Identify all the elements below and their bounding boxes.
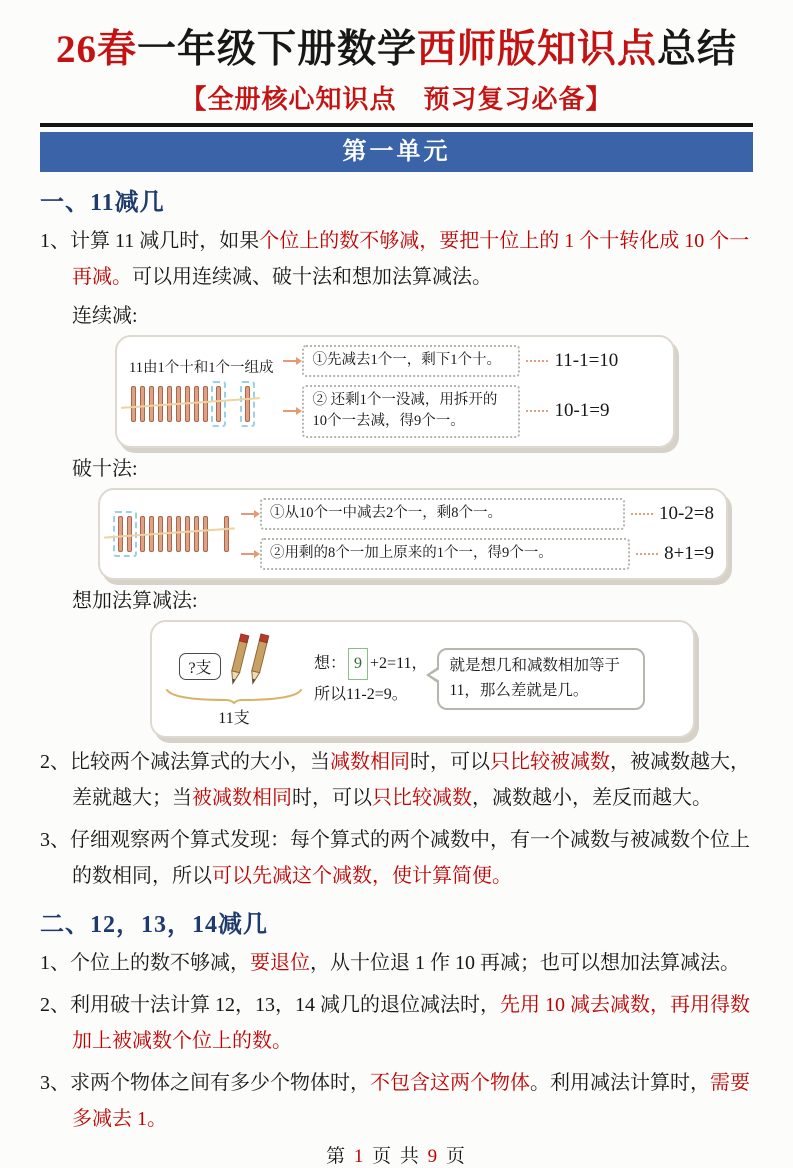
- total-page-number: 9: [427, 1146, 440, 1167]
- current-page-number: 1: [353, 1146, 366, 1167]
- text-run: +2=11，: [370, 654, 428, 672]
- counting-stick: [194, 386, 199, 422]
- counting-stick: [158, 516, 163, 552]
- title-segment: 26春: [55, 28, 137, 71]
- list-number: 3、: [40, 1072, 70, 1094]
- sticks-figure: [129, 356, 273, 427]
- text-run: 比较两个减法算式的大小，当: [70, 751, 330, 773]
- counting-stick: [176, 386, 181, 422]
- equation: 8+1=9: [664, 542, 714, 564]
- divider-rule: [40, 123, 753, 127]
- counting-stick: [149, 386, 154, 422]
- arrow-right-icon: [241, 513, 255, 515]
- highlight-run: 不包含这两个物体: [370, 1072, 530, 1094]
- counting-stick: [194, 516, 199, 552]
- title-segment: 一年级下册数学: [136, 28, 417, 71]
- section2-point3: [40, 1065, 753, 1137]
- dotted-leader: [631, 513, 653, 515]
- step-text-box: ①从10个一中减去2个一，剩8个一。: [260, 498, 625, 530]
- highlight-run: 个位上的数不够减，要把十位上的 1 个十转化成 10 个一再减。: [72, 229, 750, 288]
- section2-heading: 二、12，13，14减几: [40, 912, 268, 938]
- title-segment: 总结: [657, 28, 738, 71]
- sticks-group-boxed: [211, 381, 226, 427]
- section1-point3: [40, 822, 753, 894]
- counting-stick: [149, 516, 154, 552]
- step-row: [283, 345, 661, 377]
- sticks-row: [112, 511, 231, 557]
- underbrace-decoration: [164, 688, 304, 704]
- counting-stick: [203, 386, 208, 422]
- highlight-run: 先用 10 减去减数，再用得数加上被减数个位上的数。: [72, 994, 750, 1052]
- text-run: 第: [326, 1146, 354, 1167]
- dotted-leader: [526, 360, 548, 362]
- pencil-icon: [229, 630, 289, 688]
- counting-stick: [167, 386, 172, 422]
- list-number: 1、: [40, 229, 70, 252]
- highlight-run: 可以先减这个减数，使计算简便。: [212, 865, 512, 887]
- counting-stick: [167, 516, 172, 552]
- text-run: 页: [439, 1146, 467, 1167]
- text-run: 仔细观察两个算式发现：每个算式的两个减数中，有一个减数与被减数个位上的数相同，所以: [70, 829, 750, 887]
- arrow-right-icon: [283, 360, 297, 362]
- step-row: [283, 385, 661, 439]
- list-number: 2、: [40, 751, 70, 773]
- counting-stick: [127, 516, 132, 552]
- illustration-card-poshifa: [98, 488, 728, 580]
- steps-column: [241, 498, 714, 570]
- steps-column: [283, 345, 661, 438]
- text-run: 个位上的数不够减，: [70, 952, 250, 974]
- text-run: 利用破十法计算 12，13，14 减几的退位减法时，: [70, 994, 500, 1016]
- method-label-poshifa: 破十法:: [72, 458, 138, 480]
- list-number: 2、: [40, 994, 70, 1016]
- section2-point1: [40, 945, 753, 981]
- step-text-box: ②用剩的8个一加上原来的1个一，得9个一。: [260, 538, 630, 570]
- method-label-lianxujian: 连续减:: [72, 304, 138, 327]
- sticks-group-boxed: [113, 511, 137, 557]
- text-run: 计算 11 减几时，如果: [70, 229, 260, 252]
- pencil-row: [179, 630, 288, 688]
- text-run: 想：: [314, 654, 347, 672]
- step-text-box: ①先减去1个一，剩下1个十。: [302, 345, 520, 377]
- page-number-footer: [40, 1141, 753, 1168]
- unit-banner: 第一单元: [40, 132, 753, 172]
- page-title: [40, 26, 753, 75]
- section1-point2: [40, 744, 753, 816]
- think-text: [314, 648, 427, 711]
- list-number: 3、: [40, 829, 70, 851]
- sticks-row: [129, 381, 256, 427]
- arrow-right-icon: [241, 553, 255, 555]
- text-run: 可以用连续减、破十法和想加法算减法。: [132, 265, 492, 288]
- step-text-box: ② 还剩1个一没减，用拆开的10个一去减，得9个一。: [302, 385, 520, 439]
- text-run: 。利用减法计算时，: [530, 1072, 710, 1094]
- section1-heading: 一、11减几: [40, 189, 165, 216]
- counting-stick: [118, 516, 123, 552]
- equation: 10-1=9: [554, 400, 610, 422]
- text-run: 页 共: [365, 1146, 428, 1167]
- text-run: 时，可以: [410, 751, 490, 773]
- counting-stick: [224, 516, 229, 552]
- illustration-card-lianxujian: [115, 335, 675, 448]
- counting-stick: [185, 516, 190, 552]
- page-subtitle: 【全册核心知识点 预习复习必备】: [180, 84, 613, 114]
- counting-stick: [158, 386, 163, 422]
- highlight-run: 需要多减去 1。: [72, 1072, 750, 1130]
- counting-stick: [140, 516, 145, 552]
- pencil-figure: [164, 630, 304, 728]
- counting-stick: [185, 386, 190, 422]
- think-line1: [314, 648, 427, 680]
- highlight-run: 减数相同: [330, 751, 410, 773]
- counting-stick: [203, 516, 208, 552]
- total-count-label: 11支: [218, 710, 250, 727]
- counting-stick: [216, 386, 221, 422]
- text-run: ，从十位退 1 作 10 再减；也可以想加法算减法。: [310, 952, 740, 974]
- counting-stick: [245, 386, 250, 422]
- think-line2: 所以11-2=9。: [314, 686, 408, 703]
- section2-point2: [40, 987, 753, 1059]
- text-run: 求两个物体之间有多少个物体时，: [70, 1072, 370, 1094]
- arrow-right-icon: [283, 410, 297, 412]
- highlight-run: 只比较被减数: [490, 751, 610, 773]
- method-label-xiangjiafa: 想加法算减法:: [72, 590, 198, 612]
- step-row: [241, 498, 714, 530]
- sticks-group: [129, 386, 210, 422]
- sticks-group: [138, 516, 210, 552]
- sticks-figure: [112, 511, 231, 557]
- section1-point1: [40, 223, 753, 295]
- highlight-run: 只比较减数: [372, 787, 472, 809]
- counting-stick: [140, 386, 145, 422]
- equation: 11-1=10: [554, 349, 619, 371]
- sticks-group-boxed: [240, 381, 255, 427]
- equation: 10-2=8: [658, 503, 714, 525]
- title-segment: 西师版知识点: [417, 28, 658, 71]
- sticks-caption: 11由1个十和1个一组成: [129, 359, 274, 376]
- dotted-leader: [636, 553, 658, 555]
- illustration-card-xiangjiafa: [150, 620, 695, 738]
- counting-stick: [176, 516, 181, 552]
- step-row: [241, 538, 714, 570]
- text-run: ，减数越小，差反而越大。: [472, 787, 712, 809]
- question-count-box: ?支: [179, 653, 220, 680]
- highlight-run: 被减数相同: [192, 787, 292, 809]
- counting-stick: [131, 386, 136, 422]
- answer-box: 9: [348, 648, 368, 680]
- highlight-run: 要退位: [250, 952, 310, 974]
- text-run: ，被减数越大，差就越大；当: [72, 751, 750, 809]
- list-number: 1、: [40, 952, 70, 974]
- sticks-group: [222, 516, 231, 552]
- speech-bubble: 就是想几和减数相加等于11，那么差就是几。: [437, 648, 645, 710]
- dotted-leader: [526, 410, 548, 412]
- text-run: 时，可以: [292, 787, 372, 809]
